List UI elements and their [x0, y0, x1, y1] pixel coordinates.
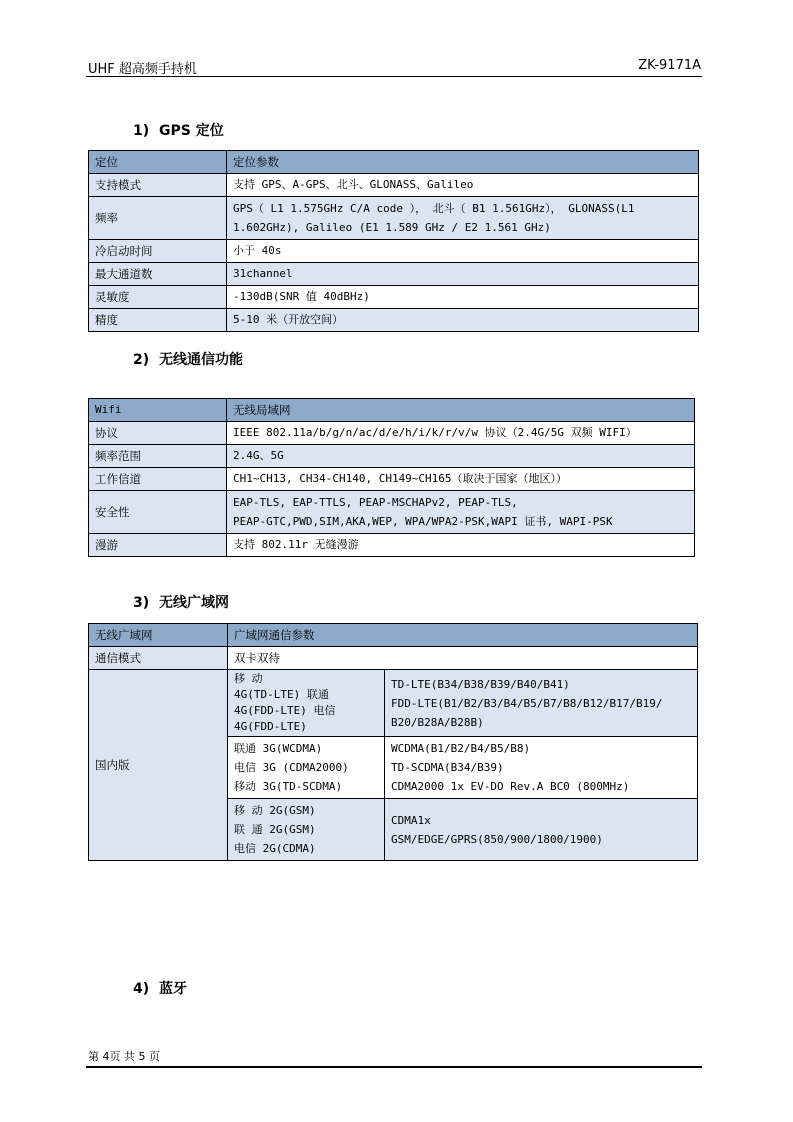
table-row: [89, 174, 699, 197]
value-line: 4G(TD-LTE) 联通: [234, 688, 329, 701]
network-cell: [228, 670, 385, 737]
table-header-cell: 无线局域网: [227, 399, 695, 422]
value-line: 联通 3G(WCDMA): [234, 742, 323, 755]
value-line: 1.602GHz), Galileo (E1 1.589 GHz / E2 1.561 GHz): [233, 221, 551, 234]
section-number: 1): [133, 123, 150, 139]
row-label: 精度: [89, 309, 227, 332]
value-line: 移 动 2G(GSM): [234, 804, 316, 817]
value-line: 电信 2G(CDMA): [234, 842, 316, 855]
section-number: 3): [133, 595, 150, 611]
row-label: 支持模式: [89, 174, 227, 197]
table-row: [89, 263, 699, 286]
row-value: 支持 802.11r 无缝漫游: [227, 534, 695, 557]
table-header-cell: 定位参数: [227, 151, 699, 174]
table-row: [89, 468, 695, 491]
table-row: [89, 286, 699, 309]
band-cell: [385, 737, 698, 799]
value-line: CDMA2000 1x EV-DO Rev.A BC0 (800MHz): [391, 780, 630, 793]
band-cell: [385, 670, 698, 737]
table-header-cell: Wifi: [89, 399, 227, 422]
table-row: [89, 445, 695, 468]
table-row: [89, 197, 699, 240]
table-row: [89, 240, 699, 263]
value-line: B20/B28A/B28B): [391, 715, 484, 729]
value-line: 联 通 2G(GSM): [234, 823, 316, 836]
section-heading-wwan: [133, 592, 229, 612]
row-value: CH1~CH13, CH34-CH140, CH149~CH165（取决于国家（地区））: [227, 468, 695, 491]
section-number: 4): [133, 981, 150, 997]
table-header-row: [89, 151, 699, 174]
value-line: TD-SCDMA(B34/B39): [391, 761, 504, 774]
header-divider: [86, 76, 702, 77]
row-value: [227, 197, 699, 240]
row-label: 通信模式: [89, 647, 228, 670]
wifi-table: [88, 398, 695, 557]
section-heading-wifi: [133, 349, 243, 369]
row-value: 5-10 米（开放空间）: [227, 309, 699, 332]
header-model: ZK-9171A: [638, 58, 701, 73]
row-label: 漫游: [89, 534, 227, 557]
value-line: CDMA1x: [391, 813, 431, 827]
wwan-table: [88, 623, 698, 861]
row-value: [227, 491, 695, 534]
table-header-row: [89, 624, 698, 647]
row-value: 支持 GPS、A-GPS、北斗、GLONASS、Galileo: [227, 174, 699, 197]
row-label: 协议: [89, 422, 227, 445]
section-number: 2): [133, 352, 150, 368]
band-cell: [385, 799, 698, 861]
row-value: -130dB(SNR 值 40dBHz): [227, 286, 699, 309]
row-value: IEEE 802.11a/b/g/n/ac/d/e/h/i/k/r/v/w 协议（2.4G/5G 双频 WIFI）: [227, 422, 695, 445]
section-title: GPS 定位: [159, 123, 224, 139]
row-value: 31channel: [227, 263, 699, 286]
page-number: 第 4页 共 5 页: [88, 1050, 160, 1063]
value-line: PEAP-GTC,PWD,SIM,AKA,WEP, WPA/WPA2-PSK,WAPI 证书, WAPI-PSK: [233, 515, 613, 528]
table-row: [89, 670, 698, 737]
value-line: 4G(FDD-LTE) 电信: [234, 704, 336, 717]
section-title: 蓝牙: [159, 981, 187, 997]
table-header-cell: 广域网通信参数: [228, 624, 698, 647]
table-row: [89, 309, 699, 332]
section-heading-gps: [133, 120, 224, 140]
header-title: UHF 超高频手持机: [88, 62, 197, 77]
row-value: 双卡双待: [228, 647, 698, 670]
table-header-row: [89, 399, 695, 422]
value-line: 移 动: [234, 672, 263, 685]
table-header-cell: 定位: [89, 151, 227, 174]
gps-table: [88, 150, 699, 332]
region-label: 国内版: [89, 670, 228, 861]
section-title: 无线通信功能: [159, 352, 243, 368]
row-label: 灵敏度: [89, 286, 227, 309]
value-line: WCDMA(B1/B2/B4/B5/B8): [391, 742, 531, 755]
table-row: [89, 422, 695, 445]
row-label: 最大通道数: [89, 263, 227, 286]
value-line: GPS（ L1 1.575GHz C/A code ）， 北斗（ B1 1.561GHz）， GLONASS(L1: [233, 202, 635, 215]
value-line: EAP-TLS, EAP-TTLS, PEAP-MSCHAPv2, PEAP-TLS,: [233, 496, 518, 509]
section-heading-bluetooth: [133, 978, 187, 998]
network-cell: [228, 737, 385, 799]
table-header-cell: 无线广域网: [89, 624, 228, 647]
section-title: 无线广域网: [159, 595, 229, 611]
table-row: [89, 534, 695, 557]
value-line: 移动 3G(TD-SCDMA): [234, 780, 343, 793]
table-row: [89, 491, 695, 534]
row-label: 安全性: [89, 491, 227, 534]
row-value: 2.4G、5G: [227, 445, 695, 468]
network-cell: [228, 799, 385, 861]
value-line: GSM/EDGE/GPRS(850/900/1800/1900): [391, 832, 603, 846]
table-row: [89, 647, 698, 670]
row-value: 小于 40s: [227, 240, 699, 263]
value-line: TD-LTE(B34/B38/B39/B40/B41): [391, 677, 570, 691]
row-label: 频率范围: [89, 445, 227, 468]
value-line: 4G(FDD-LTE): [234, 720, 307, 733]
row-label: 频率: [89, 197, 227, 240]
row-label: 工作信道: [89, 468, 227, 491]
value-line: FDD-LTE(B1/B2/B3/B4/B5/B7/B8/B12/B17/B19/: [391, 696, 663, 710]
value-line: 电信 3G (CDMA2000): [234, 761, 349, 774]
row-label: 冷启动时间: [89, 240, 227, 263]
footer-divider: [86, 1066, 702, 1068]
